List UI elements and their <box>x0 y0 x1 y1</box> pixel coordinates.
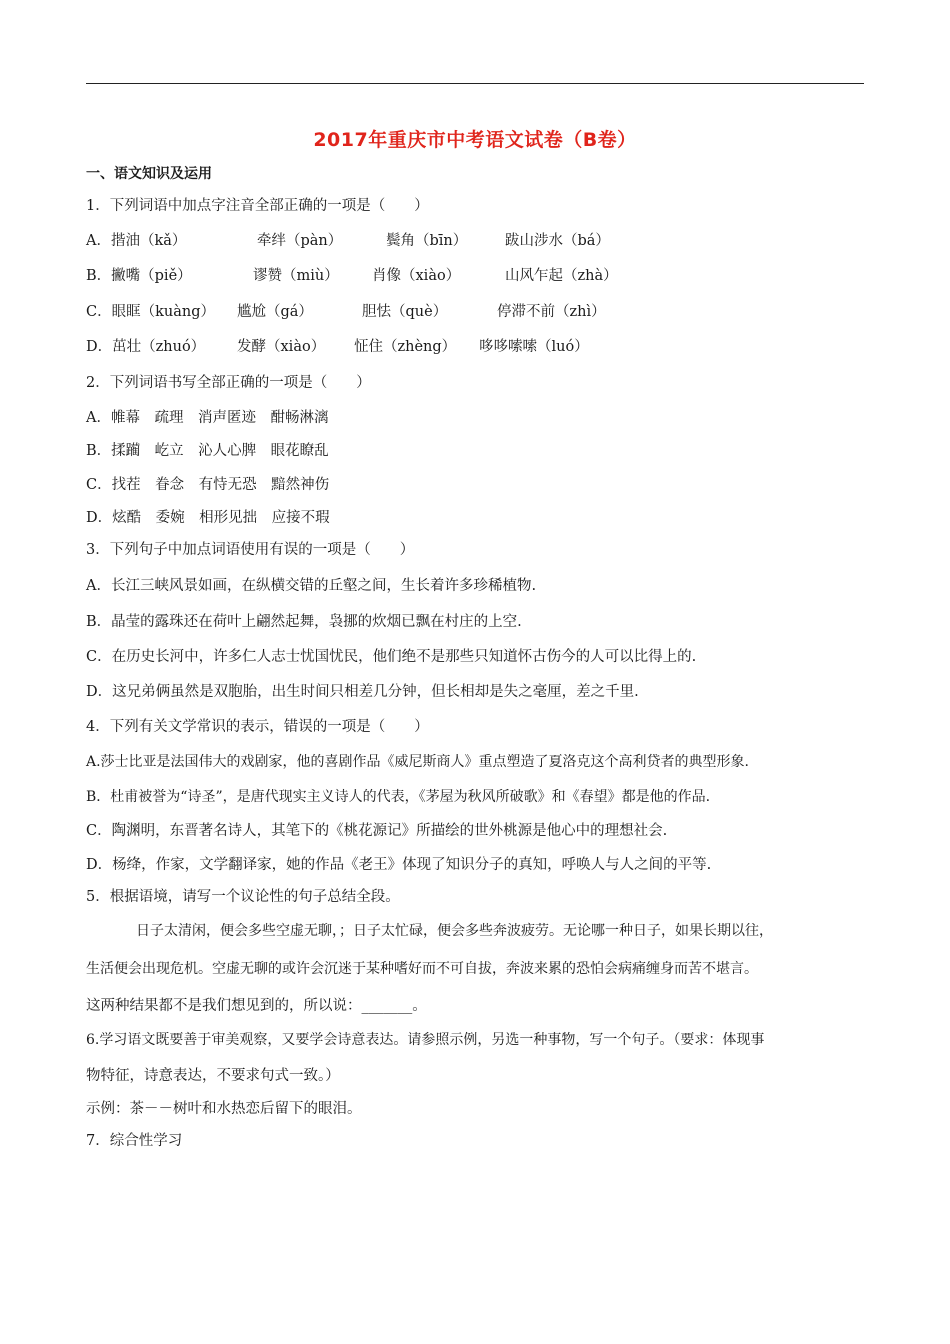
q1-b-item-1: B．撇嘴（piě） <box>86 268 192 284</box>
q5-passage-line-3: 这两种结果都不是我们想见到的，所以说：_______。 <box>86 998 427 1014</box>
q4-option-d: D．杨绛，作家，文学翻译家，她的作品《老王》体现了知识分子的真知，呼唤人与人之间的平等. <box>86 857 712 873</box>
q4-stem: 4．下列有关文学常识的表示，错误的一项是（ ） <box>86 719 429 735</box>
q2-stem: 2．下列词语书写全部正确的一项是（ ） <box>86 375 371 391</box>
q1-d-item-2: 发酵（xiào） <box>237 339 326 355</box>
header-rule <box>86 83 864 84</box>
q1-a-item-2: 牵绊（pàn） <box>257 233 343 249</box>
page-title: 2017年重庆市中考语文试卷（B卷） <box>313 129 637 151</box>
q5-passage-line-1: 日子太清闲，便会多些空虚无聊，；日子太忙碌，便会多些奔波疲劳。无论哪一种日子，如果长期以往， <box>136 923 773 939</box>
q1-a-item-3: 鬓角（bīn） <box>386 233 468 249</box>
q1-b-item-4: 山风乍起（zhà） <box>505 268 618 284</box>
q1-c-item-2: 尴尬（gá） <box>237 304 313 320</box>
q5-passage-line-2: 生活便会出现危机。空虚无聊的或许会沉迷于某种嗜好而不可自拔，奔波来累的恐怕会病痛缠身而苦不堪言。 <box>86 961 758 977</box>
q2-option-d: D．炫酷 委婉 相形见拙 应接不瑕 <box>86 510 330 526</box>
q1-c-item-3: 胆怯（què） <box>362 304 448 320</box>
section-heading: 一、语文知识及运用 <box>86 166 212 182</box>
q6-stem-line-1: 6.学习语文既要善于审美观察，又要学会诗意表达。请参照示例，另选一种事物，写一个句子。（要求：体现事 <box>86 1032 765 1048</box>
q3-option-d: D．这兄弟俩虽然是双胞胎，出生时间只相差几分钟，但长相却是失之毫厘，差之千里. <box>86 684 639 700</box>
q1-a-item-1: A．揩油（kǎ） <box>86 233 187 249</box>
q3-option-a: A．长江三峡风景如画，在纵横交错的丘壑之间，生长着许多珍稀植物. <box>86 578 537 594</box>
q4-option-a: A.莎士比亚是法国伟大的戏剧家，他的喜剧作品《威尼斯商人》重点塑造了夏洛克这个高利贷者的典型形象. <box>86 754 750 770</box>
q1-b-item-2: 谬赞（miù） <box>253 268 339 284</box>
q3-option-b: B．晶莹的露珠还在荷叶上翩然起舞，袅挪的炊烟已飘在村庄的上空. <box>86 614 522 630</box>
q2-option-c: C．找茬 眷念 有恃无恐 黯然神伤 <box>86 477 330 493</box>
q6-example: 示例：茶－－树叶和水热恋后留下的眼泪。 <box>86 1101 362 1117</box>
q2-option-b: B．揉躏 屹立 沁人心脾 眼花瞭乱 <box>86 443 329 459</box>
q7-stem: 7．综合性学习 <box>86 1133 183 1149</box>
q1-stem: 1．下列词语中加点字注音全部正确的一项是（ ） <box>86 198 429 214</box>
q1-a-item-4: 跋山涉水（bá） <box>505 233 610 249</box>
q1-d-item-1: D．茁壮（zhuó） <box>86 339 206 355</box>
q1-b-item-3: 肖像（xiào） <box>372 268 461 284</box>
q3-stem: 3．下列句子中加点词语使用有误的一项是（ ） <box>86 542 415 558</box>
q3-option-c: C．在历史长河中，许多仁人志士忧国忧民，他们绝不是那些只知道怀古伤今的人可以比得上的. <box>86 649 697 665</box>
q4-option-c: C．陶渊明，东晋著名诗人，其笔下的《桃花源记》所描绘的世外桃源是他心中的理想社会. <box>86 823 668 839</box>
q4-option-b: B．杜甫被誉为“诗圣”，是唐代现实主义诗人的代表，《茅屋为秋风所破歌》和《春望》都是他的作品. <box>86 789 711 805</box>
q6-stem-line-2: 物特征，诗意表达，不要求句式一致。） <box>86 1068 340 1084</box>
q5-stem: 5．根据语境，请写一个议论性的句子总结全段。 <box>86 889 400 905</box>
q1-d-item-4: 哆哆嗦嗦（luó） <box>479 339 589 355</box>
q1-c-item-4: 停滞不前（zhì） <box>497 304 606 320</box>
q1-d-item-3: 怔住（zhèng） <box>354 339 457 355</box>
q1-c-item-1: C．眼眶（kuàng） <box>86 304 215 320</box>
q2-option-a: A．帷幕 疏理 消声匿迹 酣畅淋漓 <box>86 410 329 426</box>
